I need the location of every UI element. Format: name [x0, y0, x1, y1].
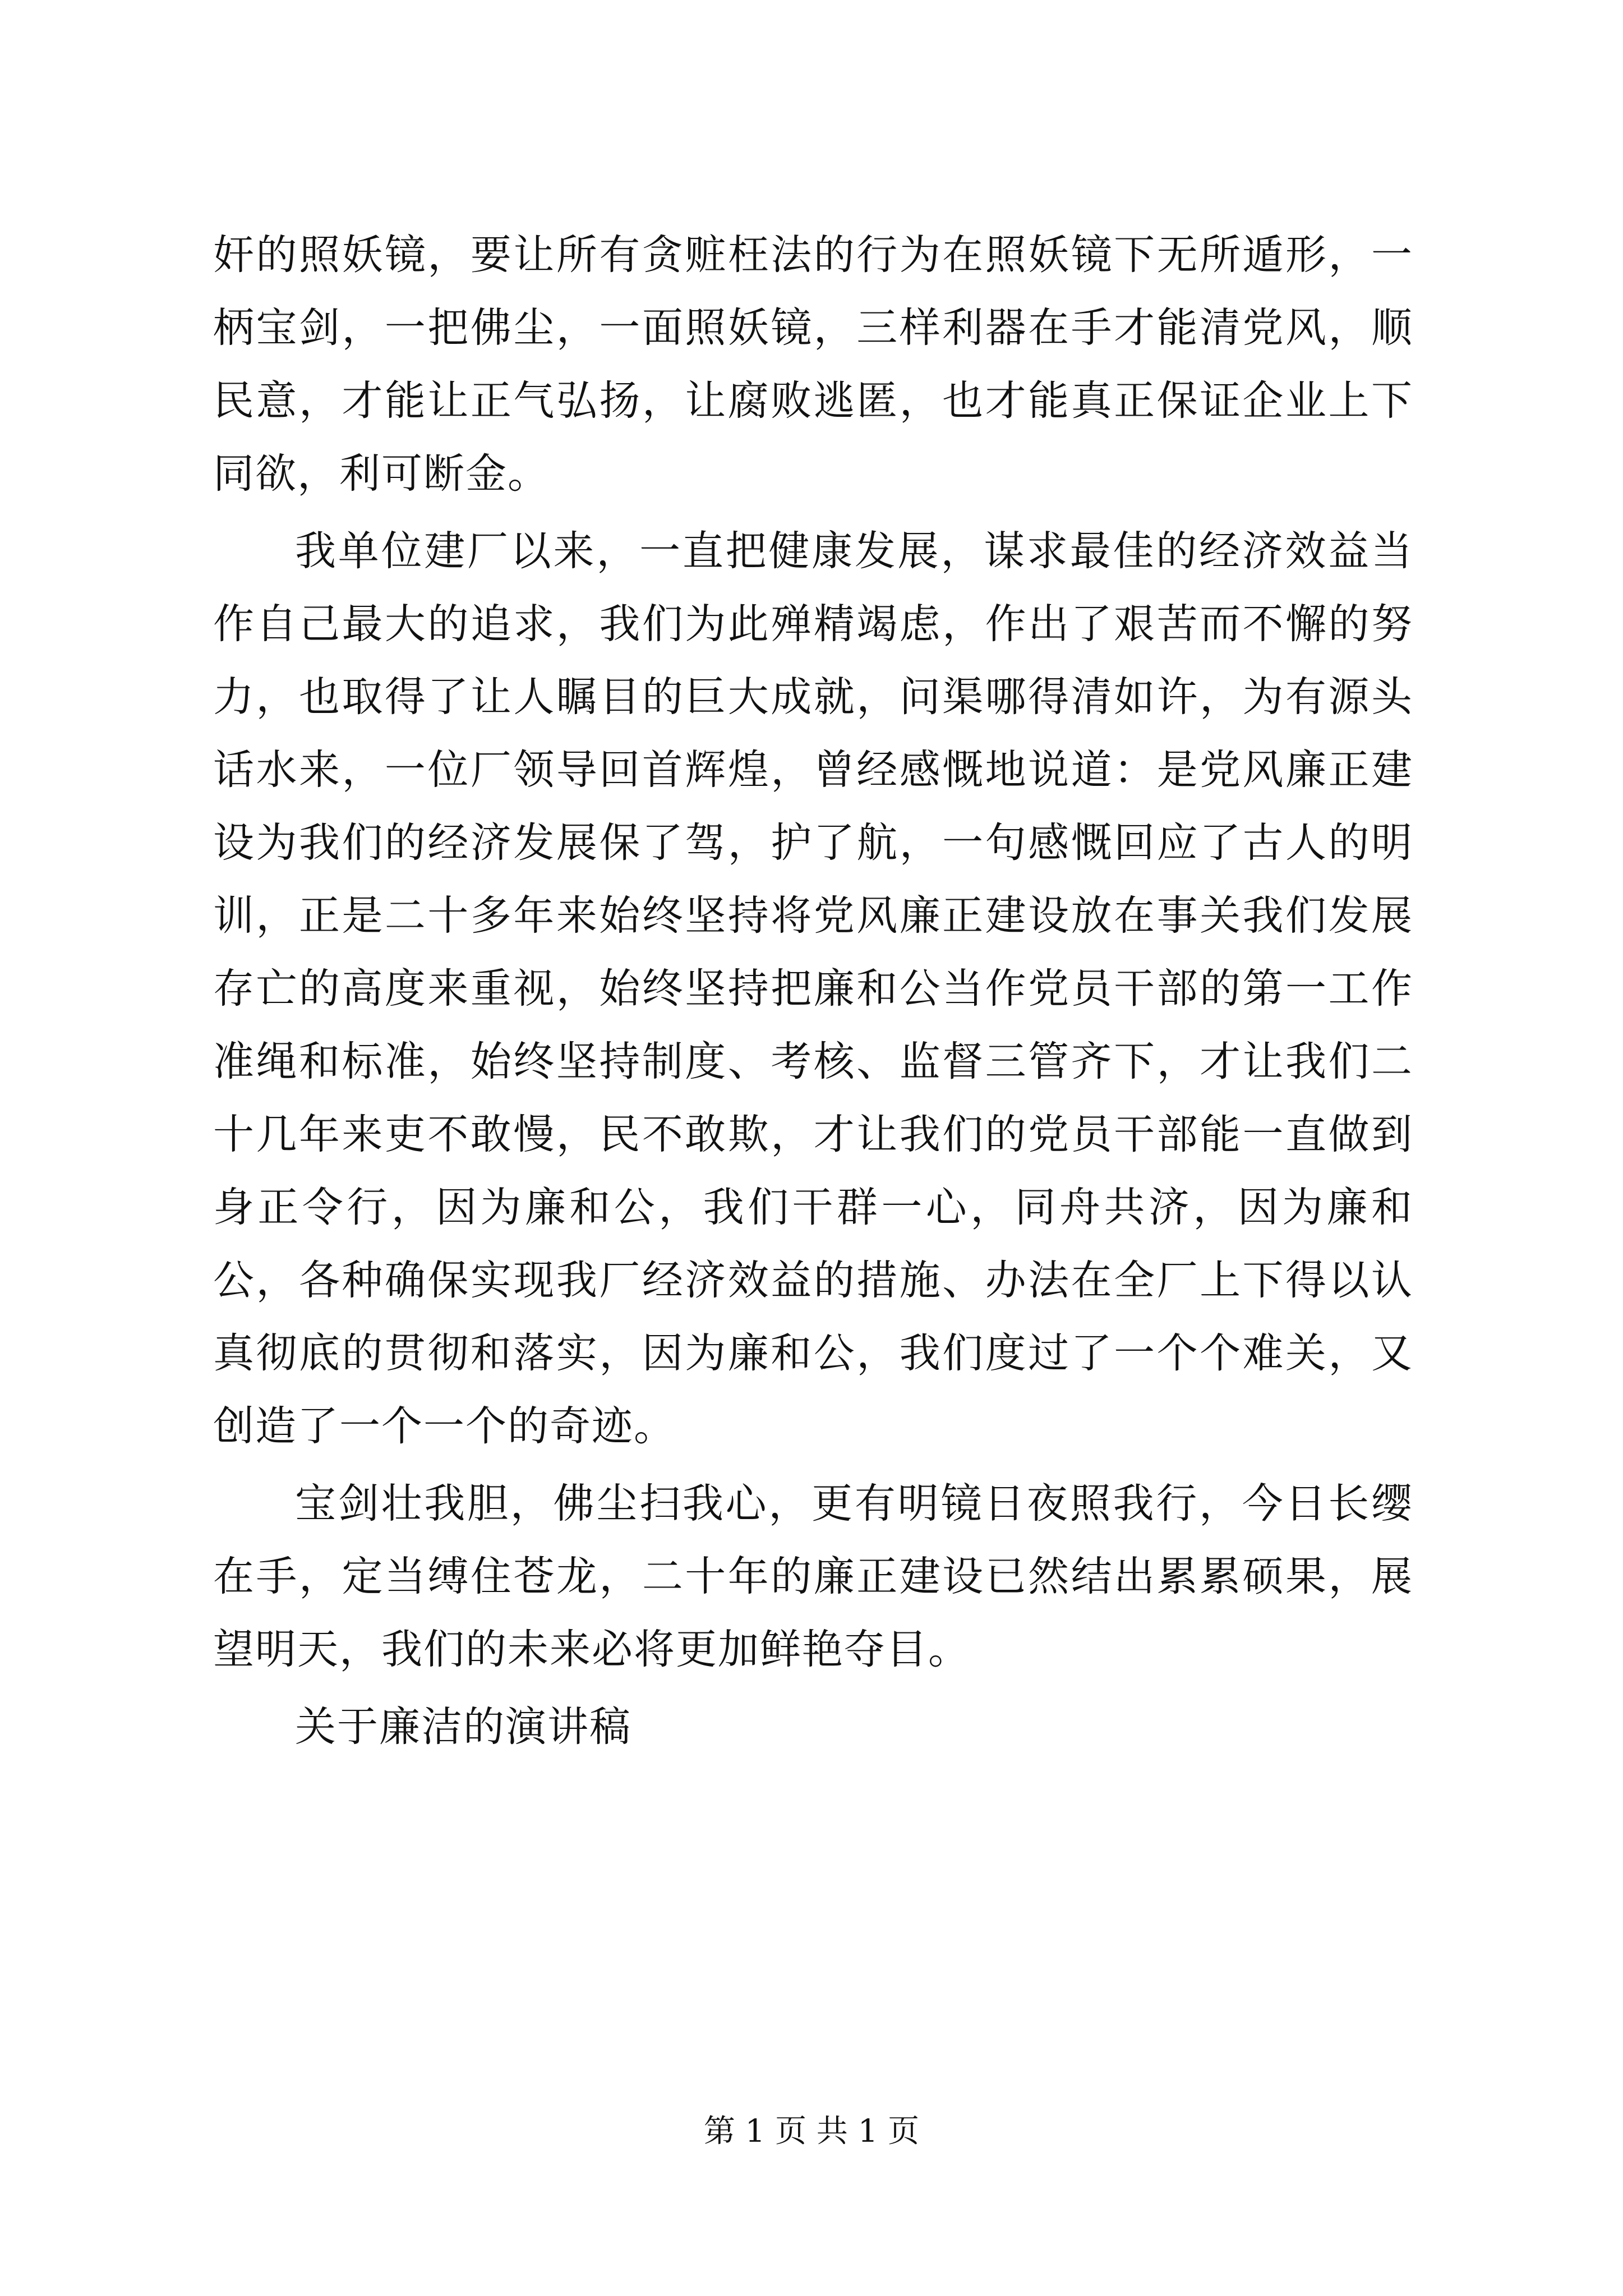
paragraph-continuation: 奸的照妖镜，要让所有贪赃枉法的行为在照妖镜下无所遁形，一柄宝剑，一把佛尘，一面照妖镜，三样利器在手才能清党风，顺民意，才能让正气弘扬，让腐败逃匿，也才能真正保证企业上下同欲，利可断金。 [213, 231, 1413, 498]
paragraph-factory-history: 我单位建厂以来，一直把健康发展，谋求最佳的经济效益当作自己最大的追求，我们为此殚精竭虑，作出了艰苦而不懈的努力，也取得了让人瞩目的巨大成就，问渠哪得清如许，为有源头话水来，一位厂领导回首辉煌，曾经感慨地说道：是党风廉正建设为我们的经济发展保了驾，护了航，一句感慨回应了古人的明训，正是二十多年来始终坚持将党风廉正建设放在事关我们发展存亡的高度来重视，始终坚持把廉和公当作党员干部的第一工作准绳和标准，始终坚持制度、考核、监督三管齐下，才让我们二十几年来吏不敢慢，民不敢欺，才让我们的党员干部能一直做到身正令行，因为廉和公，我们干群一心，同舟共济，因为廉和公，各种确保实现我厂经济效益的措施、办法在全厂上下得以认真彻底的贯彻和落实，因为廉和公，我们度过了一个个难关，又创造了一个一个的奇迹。 [213, 527, 1413, 1450]
page-number-label: 第 1 页 共 1 页 [703, 2113, 920, 2150]
page-footer [0, 2109, 1623, 2154]
document-body [213, 219, 1413, 1768]
next-article-title: 关于廉洁的演讲稿 [295, 1703, 631, 1751]
paragraph-closing: 宝剑壮我胆，佛尘扫我心，更有明镜日夜照我行，今日长缨在手，定当缚住苍龙，二十年的廉正建设已然结出累累硕果，展望明天，我们的未来必将更加鲜艳夺目。 [213, 1480, 1413, 1673]
